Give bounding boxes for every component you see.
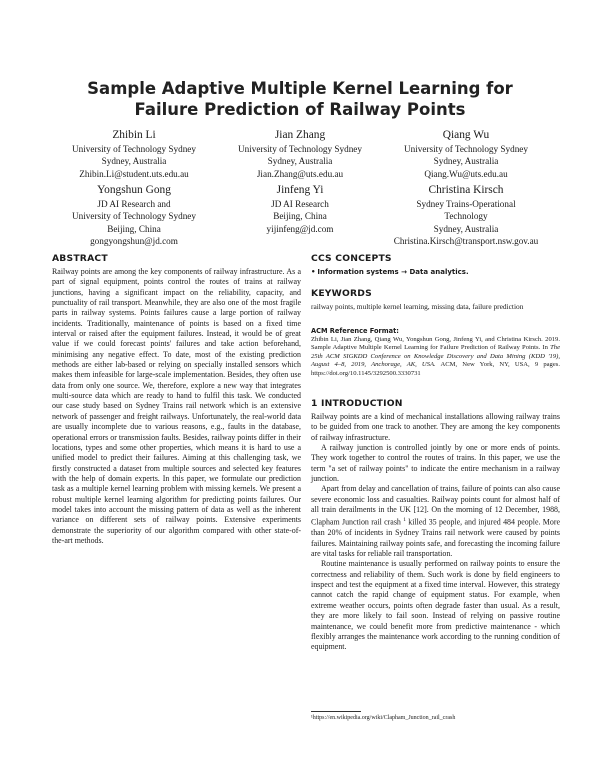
- ccs-concepts: [311, 267, 469, 277]
- author-email: Qiang.Wu@uts.edu.au: [424, 168, 508, 179]
- author-block: [370, 183, 562, 248]
- footnote-rule: [311, 711, 361, 712]
- intro-paragraph: A railway junction is controlled jointly by one or more ends of points. They work together to control the routes of trains. In this paper, we use the term "a set of railway points" to indicate the entire mechanism in a railway junction.: [311, 443, 560, 484]
- author-name: Jinfeng Yi: [276, 184, 324, 196]
- author-affiliation: University of Technology Sydney: [72, 211, 196, 222]
- author-location: Sydney, Australia: [433, 156, 499, 167]
- reference-heading: ACM Reference Format:: [311, 327, 399, 335]
- author-name: Jian Zhang: [274, 129, 326, 141]
- acm-reference: [311, 327, 560, 379]
- author-affiliation: Sydney Trains-Operational: [416, 199, 516, 209]
- author-affiliation: University of Technology Sydney: [238, 144, 362, 154]
- abstract-text: Railway points are among the key components of railway infrastructure. As a part of signal equipment, points control the routes of trains at railway junctions, having a significant impact on the reliability, capacity, and punctuality of rail transport. Meanwhile, they are also one of the most fragile parts in railway systems. Points failures cause a large portion of railway incidents. Traditionally, maintenance of points is based on a fixed time interval or raised after the equipment failures. Instead, it would be of great value if we could forecast points' failures and take action beforehand, minimising any negative effect. To date, most of the existing prediction methods are either lab-based or relying on specially installed sensors which makes them infeasible for large-scale implementation. Besides, they often use data from only one source. We, therefore, explore a new way that integrates multi-source data which are ready to hand to fulfil this task. We conducted our case study based on Sydney Trains rail network which is an extensive network of passenger and freight railways. Unfortunately, the real-world data are usually incomplete due to various reasons, e.g., faults in the database, operational errors or transmission faults. Besides, railway points differ in their locations, types and some other properties, which means it is hard to use a unified model to predict their failures. Aiming at this challenging task, we firstly constructed a dataset from multiple sources and selected key features with the help of domain experts. In this paper, we formulate our prediction task as a multiple kernel learning problem with missing kernels. We present a robust multiple kernel learning algorithm for predicting points failures. Our model takes into account the missing pattern of data as well as the inherent variance on different sets of railway points. Extensive experiments demonstrate the superiority of our algorithm compared with other state-of-the-art methods.: [52, 267, 301, 545]
- author-name: Yongshun Gong: [97, 184, 171, 196]
- intro-paragraph: [311, 484, 560, 559]
- author-email: Jian.Zhang@uts.edu.au: [256, 168, 344, 179]
- author-email: gongyongshun@jd.com: [90, 236, 178, 247]
- author-block: [46, 128, 222, 180]
- author-block: [46, 183, 222, 248]
- paper-title: Sample Adaptive Multiple Kernel Learning for Failure Prediction of Railway Points: [87, 79, 513, 119]
- author-location: Sydney, Australia: [267, 156, 333, 167]
- author-email: yijinfeng@jd.com: [266, 223, 334, 234]
- footnote-marker: 1: [403, 517, 406, 524]
- author-affiliation: JD AI Research: [271, 199, 329, 209]
- keywords-text: railway points, multiple kernel learning, missing data, failure prediction: [311, 302, 524, 311]
- author-affiliation: University of Technology Sydney: [72, 144, 196, 154]
- author-name: Christina Kirsch: [428, 184, 504, 196]
- intro-paragraph: Routine maintenance is usually performed on railway points to ensure the correctness and reliability of them. Such work is done by field engineers to inspect and test the equipment at a fixed time interval. However, this strategy cannot catch the rapid change of equipment status. For example, when extreme weather occurs, points often degrade faster than usual. As a result, they are more likely to fail soon. Instead of relying on passive routine maintenance, we could benefit more from predictive maintenance - which flexibly arranges the maintenance work according to the running condition of equipment.: [311, 559, 560, 652]
- author-email: Zhibin.Li@student.uts.edu.au: [79, 168, 189, 179]
- ccs-heading: CCS CONCEPTS: [311, 253, 392, 264]
- intro-text: killed 35 people, and injured 484 people. More than 20% of incidents in Sydney Trains rail network were caused by points failures. Maintaining railway points safe, and forecasting the incoming failure are vital tasks for reliable rail transportation.: [311, 518, 560, 559]
- introduction-body: [311, 412, 560, 653]
- author-location: Sydney, Australia: [433, 223, 499, 234]
- reference-doi: ACM, New York, NY, USA, 9 pages. https://doi.org/10.1145/3292500.3330731: [311, 361, 560, 377]
- author-location: Sydney, Australia: [101, 156, 167, 167]
- abstract-heading: ABSTRACT: [52, 253, 108, 264]
- author-name: Qiang Wu: [442, 129, 490, 141]
- author-name: Zhibin Li: [112, 129, 156, 141]
- reference-citation: Zhibin Li, Jian Zhang, Qiang Wu, Yongshun Gong, Jinfeng Yi, and Christina Kirsch. 2019. Sample Adaptive Multiple Kernel Learning for Failure Prediction of Railway Points. In: [311, 335, 560, 352]
- abstract-body: [52, 267, 301, 546]
- author-affiliation: JD AI Research and: [97, 199, 171, 209]
- intro-text: Apart from delay and cancellation of trains, failure of points can also cause severe economic loss and casualties. Railway points count for almost half of all train derailments in the UK [12]. On the morning of 12 December, 1988, Clapham Junction rail crash: [311, 484, 560, 528]
- ccs-bullet: •: [311, 268, 316, 276]
- ccs-item: Information systems → Data analytics.: [317, 268, 469, 276]
- author-affiliation: University of Technology Sydney: [404, 144, 528, 154]
- keywords-heading: KEYWORDS: [311, 288, 372, 299]
- author-location: Beijing, China: [273, 211, 327, 222]
- footnote: ¹https://en.wikipedia.org/wiki/Clapham_Junction_rail_crash: [311, 715, 456, 721]
- author-block: [378, 128, 554, 180]
- author-email: Christina.Kirsch@transport.nsw.gov.au: [393, 236, 539, 247]
- author-block: [212, 183, 388, 235]
- intro-paragraph: Railway points are a kind of mechanical installations allowing railway trains to be guided from one track to another. They are among the key components of railway infrastructure.: [311, 412, 560, 442]
- author-location: Beijing, China: [107, 223, 161, 234]
- reference-venue: The 25th ACM SIGKDD Conference on Knowledge Discovery and Data Mining (KDD '19), August 4–8, 2019, Anchorage, AK, USA.: [311, 344, 560, 369]
- author-block: [212, 128, 388, 180]
- author-affiliation: Technology: [444, 211, 488, 222]
- introduction-heading: 1 INTRODUCTION: [311, 398, 403, 409]
